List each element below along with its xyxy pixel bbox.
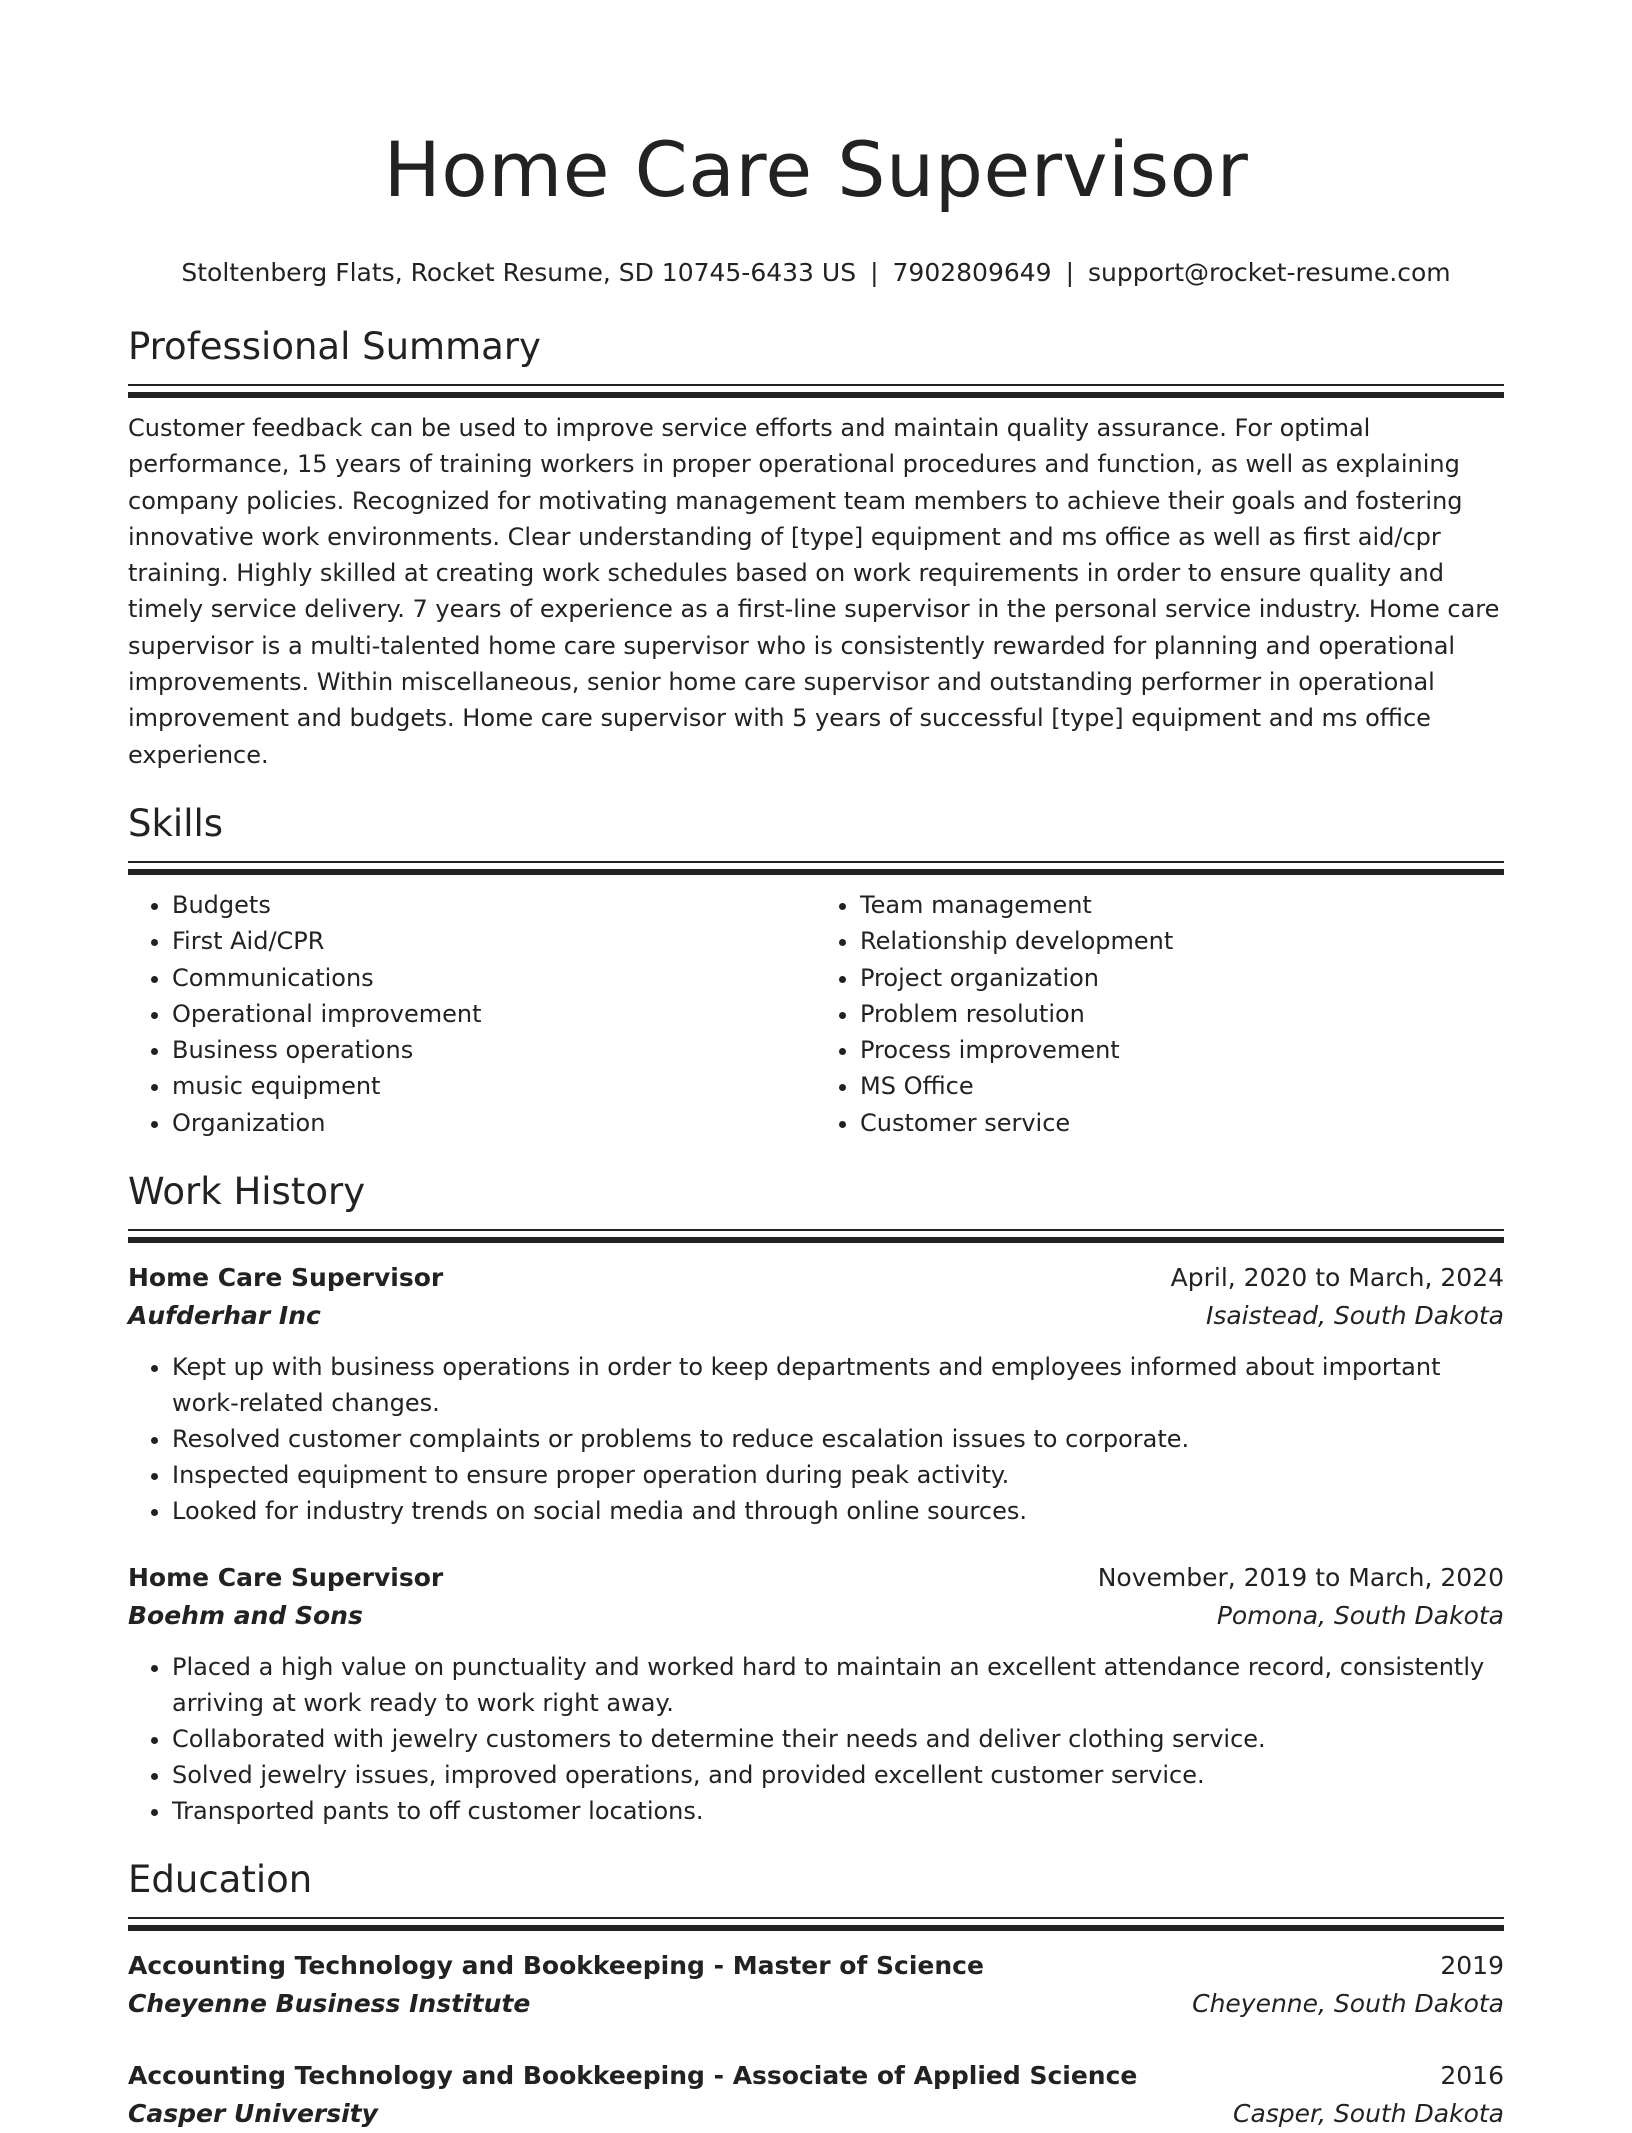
- degree: Accounting Technology and Bookkeeping - Master of Science: [128, 1951, 984, 1981]
- job-title: Home Care Supervisor: [128, 1563, 444, 1593]
- summary-section: [128, 324, 1504, 773]
- section-divider: [128, 861, 1504, 875]
- job-dates: November, 2019 to March, 2020: [1097, 1563, 1504, 1593]
- skill-item: • Relationship development: [860, 923, 1504, 959]
- contact-separator: |: [870, 258, 879, 287]
- job-bullet: • Placed a high value on punctuality and worked hard to maintain an excellent attendance record, consistently arriving at work ready to work right away.: [172, 1649, 1504, 1721]
- skill-item: • MS Office: [860, 1068, 1504, 1104]
- skill-item: • First Aid/CPR: [172, 923, 816, 959]
- job-company-row: [128, 1597, 1504, 1635]
- work-section: [128, 1169, 1504, 1829]
- phone: 7902809649: [892, 258, 1052, 287]
- job-entry: [128, 1559, 1504, 1829]
- skill-item: • Team management: [860, 887, 1504, 923]
- skill-item: • Operational improvement: [172, 996, 816, 1032]
- contact-separator: |: [1065, 258, 1075, 287]
- contact-line: [128, 256, 1504, 290]
- job-bullet: • Transported pants to off customer locations.: [172, 1793, 1504, 1829]
- graduation-year: 2016: [1440, 2061, 1504, 2091]
- skill-item: • Problem resolution: [860, 996, 1504, 1032]
- graduation-year: 2019: [1440, 1951, 1504, 1981]
- skills-section: [128, 801, 1504, 1141]
- skill-item: • Communications: [172, 960, 816, 996]
- section-title-skills: Skills: [128, 801, 224, 845]
- job-bullet: • Kept up with business operations in order to keep departments and employees informed about important work-related changes.: [172, 1349, 1504, 1421]
- skills-list-left: [128, 887, 816, 1141]
- skill-item: • Customer service: [860, 1105, 1504, 1141]
- job-bullets: [128, 1649, 1504, 1829]
- section-title-work: Work History: [128, 1170, 366, 1214]
- education-section: [128, 1857, 1504, 2133]
- section-divider: [128, 384, 1504, 398]
- education-entry: [128, 1947, 1504, 2023]
- job-location: Isaistead, South Dakota: [1205, 1301, 1504, 1331]
- job-bullet: • Looked for industry trends on social media and through online sources.: [172, 1493, 1504, 1529]
- job-company-row: [128, 1297, 1504, 1335]
- section-title-education: Education: [128, 1858, 313, 1902]
- email: support@rocket-resume.com: [1088, 258, 1451, 287]
- job-spacer: [128, 1529, 1504, 1559]
- education-school-row: [128, 1985, 1504, 2023]
- job-dates: April, 2020 to March, 2024: [1170, 1263, 1504, 1293]
- job-header-row: [128, 1259, 1504, 1297]
- job-title: Home Care Supervisor: [128, 1263, 444, 1293]
- job-bullet: • Solved jewelry issues, improved operations, and provided excellent customer service.: [172, 1757, 1504, 1793]
- job-bullet: • Collaborated with jewelry customers to determine their needs and deliver clothing service.: [172, 1721, 1504, 1757]
- skill-item: • Organization: [172, 1105, 816, 1141]
- skill-item: • Process improvement: [860, 1032, 1504, 1068]
- education-header-row: [128, 2057, 1504, 2095]
- job-location: Pomona, South Dakota: [1216, 1601, 1504, 1631]
- skill-item: • Budgets: [172, 887, 816, 923]
- school-location: Casper, South Dakota: [1233, 2099, 1504, 2129]
- section-title-summary: Professional Summary: [128, 325, 541, 368]
- job-company: Aufderhar Inc: [128, 1301, 321, 1331]
- education-entry: [128, 2057, 1504, 2133]
- school: Cheyenne Business Institute: [128, 1989, 531, 2019]
- skills-list-right: [816, 887, 1504, 1141]
- candidate-name: Home Care Supervisor: [383, 125, 1249, 214]
- job-company: Boehm and Sons: [128, 1601, 363, 1631]
- skill-item: • Project organization: [860, 960, 1504, 996]
- education-header-row: [128, 1947, 1504, 1985]
- job-entry: [128, 1259, 1504, 1529]
- skill-item: • Business operations: [172, 1032, 816, 1068]
- education-school-row: [128, 2095, 1504, 2133]
- job-bullet: • Inspected equipment to ensure proper operation during peak activity.: [172, 1457, 1504, 1493]
- job-bullets: [128, 1349, 1504, 1529]
- skill-item: • music equipment: [172, 1068, 816, 1104]
- section-divider: [128, 1917, 1504, 1931]
- skills-columns: [128, 887, 1504, 1141]
- address: Stoltenberg Flats, Rocket Resume, SD 10745-6433 US: [181, 258, 857, 287]
- school: Casper University: [128, 2099, 378, 2129]
- job-bullet: • Resolved customer complaints or problems to reduce escalation issues to corporate.: [172, 1421, 1504, 1457]
- degree: Accounting Technology and Bookkeeping - Associate of Applied Science: [128, 2061, 1138, 2091]
- section-divider: [128, 1229, 1504, 1243]
- job-header-row: [128, 1559, 1504, 1597]
- school-location: Cheyenne, South Dakota: [1192, 1989, 1504, 2019]
- summary-text: Customer feedback can be used to improve service efforts and maintain quality assurance. For optimal performance, 15 years of training workers in proper operational procedures and function, as well as explaining company policies. Recognized for motivating management team members to achieve their goals and fostering innovative work environments. Clear understanding of [type] equipment and ms office as well as first aid/cpr training. Highly skilled at creating work schedules based on work requirements in order to ensure quality and timely service delivery. 7 years of experience as a first-line supervisor in the personal service industry. Home care supervisor is a multi-talented home care supervisor who is consistently rewarded for planning and operational improvements. Within miscellaneous, senior home care supervisor and outstanding performer in operational improvement and budgets. Home care supervisor with 5 years of successful [type] equipment and ms office experience.: [128, 414, 1500, 769]
